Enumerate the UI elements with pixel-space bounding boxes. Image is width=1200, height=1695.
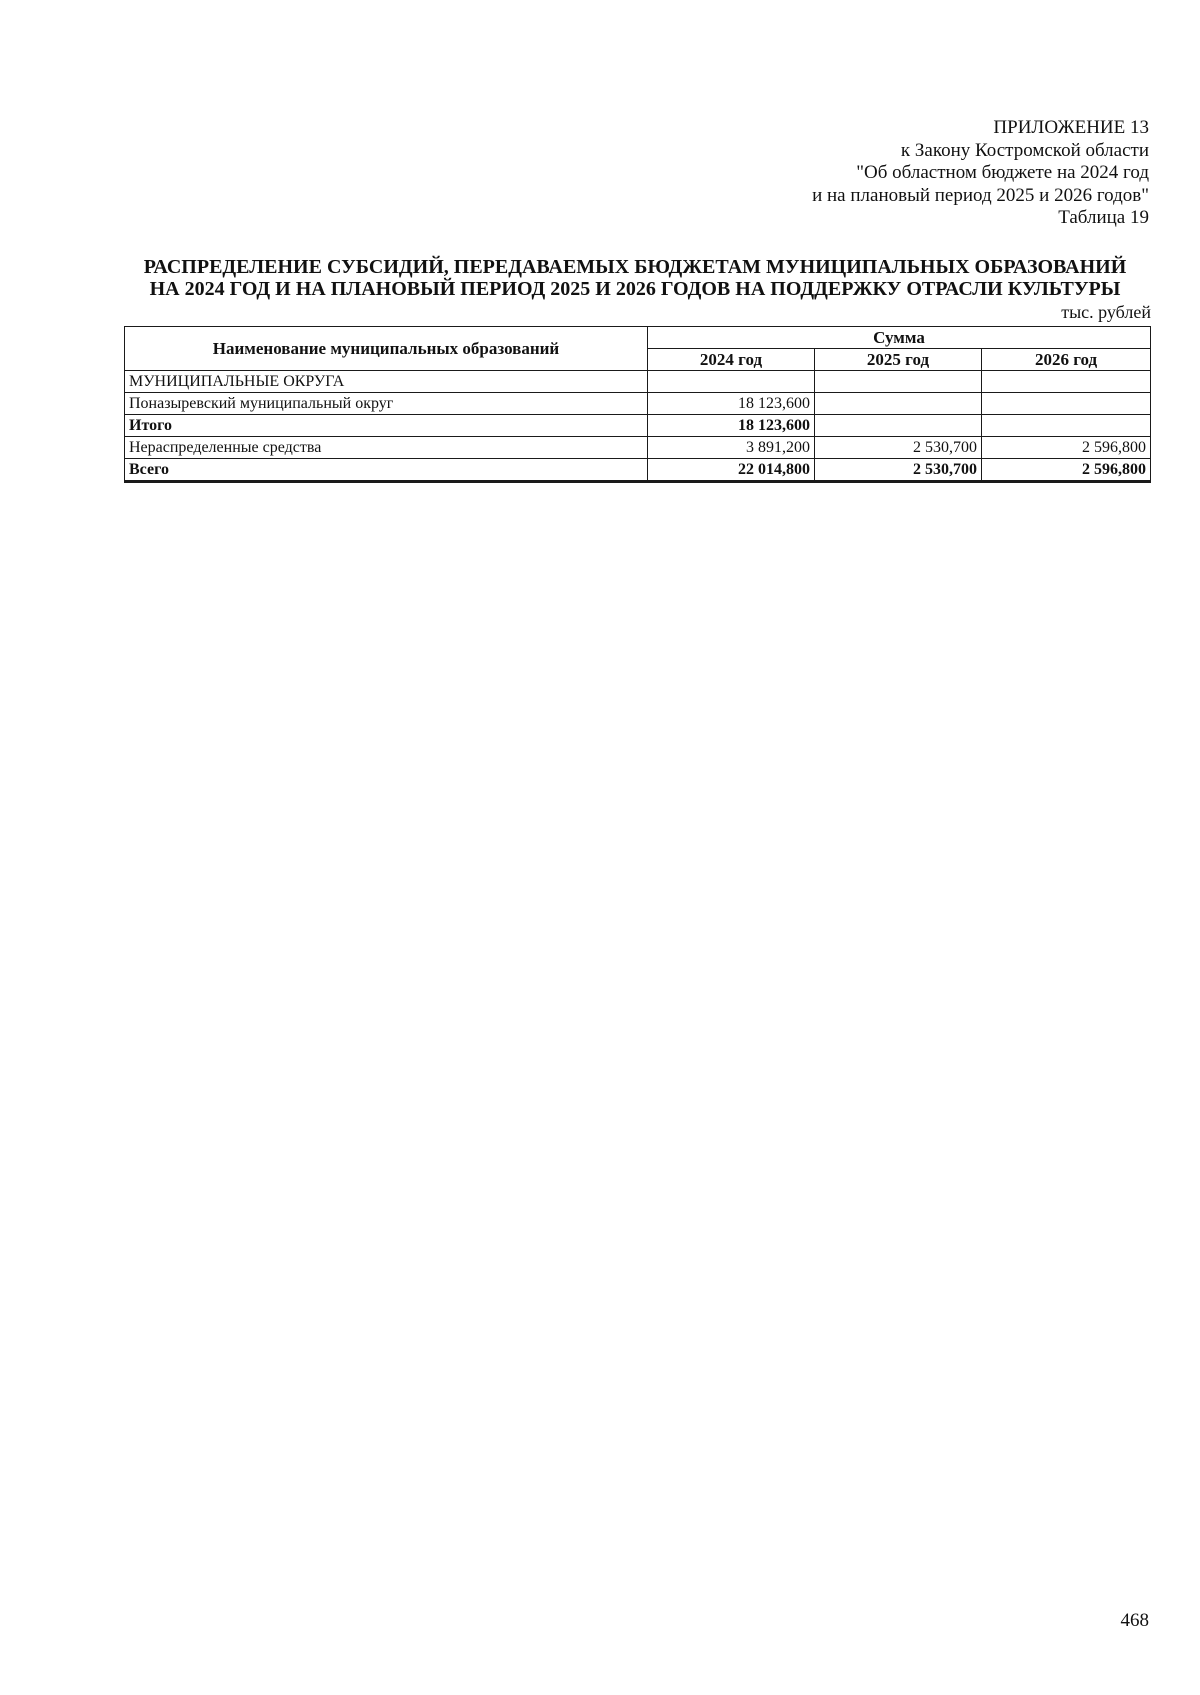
row-name: Итого	[125, 415, 648, 437]
row-name: МУНИЦИПАЛЬНЫЕ ОКРУГА	[125, 371, 648, 393]
appendix-law-title-line1: "Об областном бюджете на 2024 год	[856, 162, 1149, 183]
row-name: Всего	[125, 459, 648, 482]
units-label: тыс. рублей	[1061, 302, 1151, 322]
document-title-line2: НА 2024 ГОД И НА ПЛАНОВЫЙ ПЕРИОД 2025 И 2026 ГОДОВ НА ПОДДЕРЖКУ ОТРАСЛИ КУЛЬТУРЫ	[149, 278, 1121, 300]
document-title-line1: РАСПРЕДЕЛЕНИЕ СУБСИДИЙ, ПЕРЕДАВАЕМЫХ БЮДЖЕТАМ МУНИЦИПАЛЬНЫХ ОБРАЗОВАНИЙ	[143, 256, 1127, 278]
value-2024: 3 891,200	[648, 437, 815, 459]
page-number: 468	[1120, 1610, 1149, 1631]
value-2024: 22 014,800	[648, 459, 815, 482]
value-2026: 2 596,800	[982, 459, 1151, 482]
sum-column-header: Сумма	[648, 327, 1151, 349]
value-2025	[815, 393, 982, 415]
subsidy-table	[124, 326, 1151, 483]
year-2024-header: 2024 год	[648, 349, 815, 371]
value-2025: 2 530,700	[815, 459, 982, 482]
table-row-section	[125, 371, 1151, 393]
table-number: Таблица 19	[1058, 207, 1149, 228]
name-column-header: Наименование муниципальных образований	[125, 327, 648, 371]
year-2026-header: 2026 год	[982, 349, 1151, 371]
value-2024	[648, 371, 815, 393]
value-2025	[815, 371, 982, 393]
table-header-row	[125, 327, 1151, 349]
table-row-total	[125, 459, 1151, 482]
table-row	[125, 393, 1151, 415]
document-title	[120, 256, 1150, 300]
row-name: Поназыревский муниципальный округ	[125, 393, 648, 415]
appendix-law-title-line2: и на плановый период 2025 и 2026 годов"	[812, 184, 1149, 206]
value-2026: 2 596,800	[982, 437, 1151, 459]
appendix-law-reference: к Закону Костромской области	[900, 139, 1149, 161]
table-row	[125, 437, 1151, 459]
appendix-header	[812, 117, 1149, 230]
row-name: Нераспределенные средства	[125, 437, 648, 459]
value-2026	[982, 393, 1151, 415]
value-2026	[982, 371, 1151, 393]
value-2026	[982, 415, 1151, 437]
value-2024: 18 123,600	[648, 393, 815, 415]
value-2025: 2 530,700	[815, 437, 982, 459]
table-row-subtotal	[125, 415, 1151, 437]
year-2025-header: 2025 год	[815, 349, 982, 371]
value-2024: 18 123,600	[648, 415, 815, 437]
appendix-number: ПРИЛОЖЕНИЕ 13	[993, 117, 1149, 138]
value-2025	[815, 415, 982, 437]
